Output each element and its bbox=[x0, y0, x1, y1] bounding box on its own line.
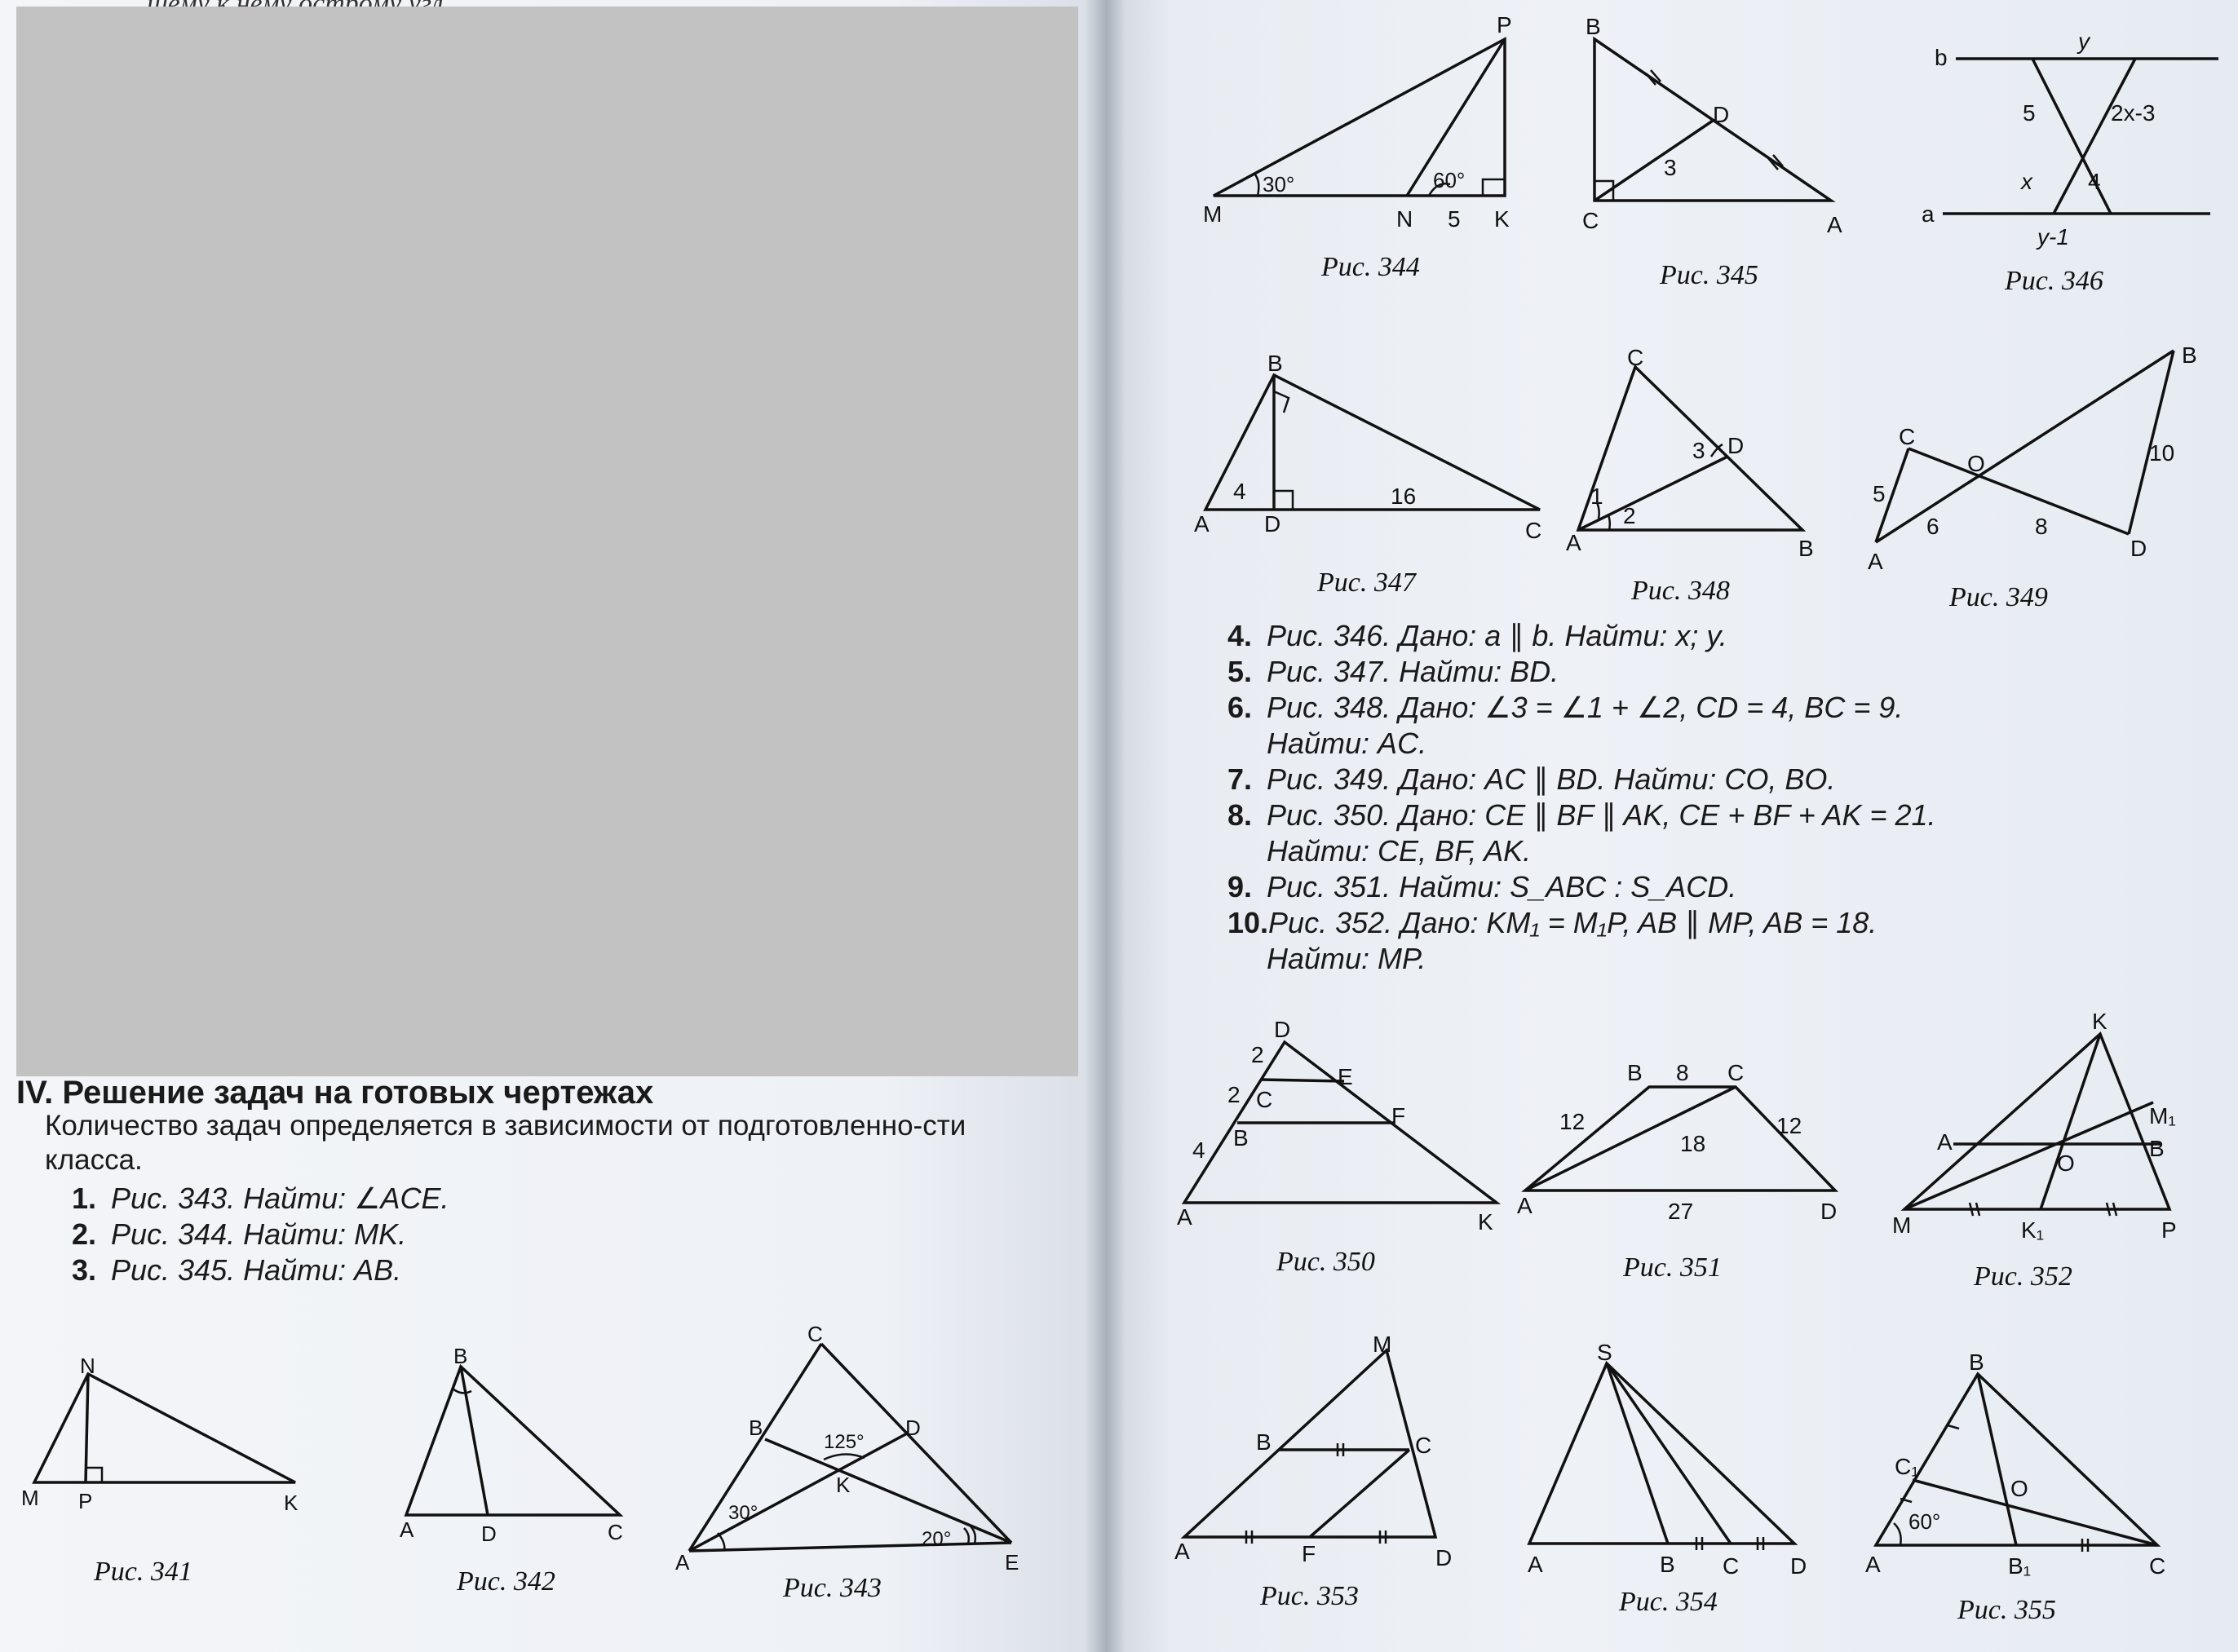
label: B bbox=[749, 1416, 763, 1440]
label: 5 bbox=[1448, 206, 1461, 232]
label: 6 bbox=[1926, 514, 1939, 539]
label: B₁ bbox=[2008, 1553, 2032, 1579]
label: b bbox=[1935, 45, 1948, 70]
label: 20° bbox=[922, 1528, 952, 1550]
label: M bbox=[1892, 1212, 1912, 1238]
label: B bbox=[1586, 14, 1601, 39]
figure-351 bbox=[1517, 1060, 1837, 1283]
label: D bbox=[1264, 511, 1281, 537]
label: D bbox=[2130, 536, 2147, 561]
task-10-cont: Найти: MP. bbox=[1267, 942, 1426, 975]
task-6-cont: Найти: AC. bbox=[1267, 727, 1427, 760]
task-3: 3. Рис. 345. Найти: AB. bbox=[72, 1253, 402, 1287]
label: M bbox=[21, 1486, 39, 1510]
label: B bbox=[1798, 536, 1814, 561]
label: 4 bbox=[1233, 479, 1246, 504]
caption-353: Рис. 353 bbox=[1260, 1581, 1359, 1611]
label: B bbox=[1627, 1060, 1643, 1085]
label: 5 bbox=[2023, 100, 2036, 126]
label: E bbox=[1338, 1064, 1353, 1089]
label: A bbox=[1827, 212, 1842, 237]
caption-341: Рис. 341 bbox=[94, 1557, 192, 1587]
label: 8 bbox=[1676, 1060, 1689, 1085]
label: K bbox=[1478, 1209, 1493, 1235]
label: C bbox=[1627, 345, 1644, 370]
caption-346: Рис. 346 bbox=[2005, 266, 2103, 296]
label: P bbox=[2161, 1217, 2177, 1243]
label: O bbox=[1967, 451, 1985, 476]
label: F bbox=[1302, 1541, 1316, 1566]
label: B bbox=[1267, 351, 1283, 376]
figure-346 bbox=[1922, 29, 2218, 296]
label: K bbox=[836, 1473, 851, 1497]
label: D bbox=[481, 1522, 497, 1546]
figure-341 bbox=[21, 1354, 299, 1587]
task-9: 9. Рис. 351. Найти: S_ABC : S_ACD. bbox=[1227, 870, 1737, 903]
label: B bbox=[1256, 1429, 1272, 1455]
task-2: 2. Рис. 344. Найти: MK. bbox=[72, 1217, 407, 1251]
label: A bbox=[1528, 1552, 1543, 1577]
label: B bbox=[453, 1344, 468, 1368]
figure-354 bbox=[1528, 1340, 1807, 1617]
figure-347 bbox=[1194, 351, 1541, 598]
label: B bbox=[1969, 1349, 1984, 1375]
label: N bbox=[1396, 206, 1413, 232]
task-4: 4. Рис. 346. Дано: a ∥ b. Найти: x; y. bbox=[1227, 619, 1727, 652]
label: C bbox=[1723, 1553, 1740, 1579]
label: 3 bbox=[1664, 155, 1677, 180]
label: 2 bbox=[1227, 1082, 1241, 1107]
caption-345: Рис. 345 bbox=[1660, 260, 1758, 290]
label: 4 bbox=[2088, 169, 2101, 194]
label: C bbox=[1727, 1060, 1745, 1085]
label: D bbox=[1435, 1545, 1453, 1570]
label: A bbox=[1517, 1193, 1533, 1218]
label: 2x-3 bbox=[2111, 100, 2156, 126]
label: K bbox=[284, 1491, 299, 1515]
label: D bbox=[905, 1416, 921, 1440]
label: 5 bbox=[1873, 481, 1886, 506]
label: D bbox=[1820, 1199, 1838, 1224]
task-6: 6. Рис. 348. Дано: ∠3 = ∠1 + ∠2, CD = 4, BC = 9. bbox=[1227, 691, 1904, 724]
label: A bbox=[1177, 1204, 1192, 1230]
label: N bbox=[80, 1354, 95, 1378]
task-7: 7. Рис. 349. Дано: AC ∥ BD. Найти: CO, BO. bbox=[1227, 762, 1836, 796]
label: K₁ bbox=[2021, 1217, 2045, 1243]
label: S bbox=[1597, 1340, 1612, 1365]
label: 18 bbox=[1680, 1131, 1706, 1156]
label: M bbox=[1373, 1332, 1392, 1357]
label: 16 bbox=[1391, 484, 1417, 509]
caption-348: Рис. 348 bbox=[1631, 576, 1730, 606]
caption-354: Рис. 354 bbox=[1619, 1587, 1718, 1617]
figure-353 bbox=[1174, 1332, 1452, 1611]
label: D bbox=[1790, 1553, 1807, 1579]
label: 60° bbox=[1908, 1509, 1941, 1534]
label: A bbox=[1868, 549, 1883, 574]
caption-347: Рис. 347 bbox=[1317, 568, 1416, 598]
label: 10 bbox=[2149, 440, 2175, 466]
label: C bbox=[1582, 208, 1599, 233]
label: D bbox=[1713, 102, 1730, 127]
label: 4 bbox=[1192, 1137, 1205, 1163]
section-heading: IV. Решение задач на готовых чертежах bbox=[16, 1075, 654, 1111]
label: E bbox=[1005, 1550, 1019, 1575]
label: B bbox=[1233, 1125, 1249, 1151]
label: 60° bbox=[1433, 168, 1466, 192]
label: F bbox=[1391, 1103, 1406, 1129]
figure-343 bbox=[675, 1322, 1019, 1603]
figure-352 bbox=[1892, 1009, 2177, 1292]
intro-paragraph: Количество задач определяется в зависимости от подготовленно-сти класса. bbox=[45, 1110, 966, 1176]
label: C₁ bbox=[1895, 1454, 1919, 1479]
label: 2 bbox=[1251, 1042, 1264, 1067]
label: C bbox=[807, 1322, 823, 1346]
label: D bbox=[1727, 433, 1745, 458]
label: y-1 bbox=[2037, 224, 2069, 250]
label: P bbox=[78, 1489, 93, 1513]
label: y bbox=[2078, 29, 2090, 54]
label: A bbox=[675, 1550, 690, 1575]
caption-344: Рис. 344 bbox=[1321, 252, 1420, 282]
label: 27 bbox=[1668, 1199, 1694, 1224]
task-5: 5. Рис. 347. Найти: BD. bbox=[1227, 655, 1559, 688]
label: 8 bbox=[2035, 514, 2048, 539]
task-1: 1. Рис. 343. Найти: ∠ACE. bbox=[72, 1182, 449, 1215]
label: B bbox=[2149, 1136, 2165, 1161]
label: D bbox=[1274, 1017, 1291, 1042]
label: O bbox=[2057, 1151, 2075, 1176]
task-10: 10.Рис. 352. Дано: KM₁ = M₁P, AB ∥ MP, AB = 18. bbox=[1227, 906, 1878, 939]
label: B bbox=[1660, 1552, 1675, 1577]
caption-349: Рис. 349 bbox=[1949, 582, 2048, 612]
label: M₁ bbox=[2149, 1103, 2176, 1129]
label: C bbox=[608, 1520, 623, 1544]
label: 1 bbox=[1590, 484, 1603, 509]
label: A bbox=[1566, 530, 1581, 555]
label: P bbox=[1497, 12, 1512, 38]
task-8-cont: Найти: CE, BF, AK. bbox=[1267, 834, 1532, 868]
label: B bbox=[2182, 342, 2197, 368]
label: O bbox=[2010, 1476, 2028, 1501]
caption-342: Рис. 342 bbox=[457, 1566, 555, 1597]
label: A bbox=[1865, 1552, 1881, 1577]
caption-352: Рис. 352 bbox=[1974, 1261, 2072, 1292]
label: C bbox=[1415, 1433, 1432, 1458]
label: C bbox=[2149, 1553, 2166, 1579]
figure-355 bbox=[1865, 1349, 2165, 1625]
label: A bbox=[1194, 511, 1210, 537]
label: K bbox=[2092, 1009, 2108, 1034]
label: A bbox=[400, 1517, 414, 1542]
figure-350 bbox=[1177, 1017, 1497, 1277]
caption-355: Рис. 355 bbox=[1957, 1595, 2056, 1625]
label: 12 bbox=[1776, 1113, 1802, 1138]
caption-343: Рис. 343 bbox=[783, 1573, 882, 1603]
label: 125° bbox=[824, 1431, 865, 1453]
label: 30° bbox=[1263, 172, 1295, 197]
figure-344 bbox=[1203, 12, 1512, 282]
caption-350: Рис. 350 bbox=[1276, 1247, 1375, 1277]
label: 12 bbox=[1559, 1109, 1586, 1134]
label: K bbox=[1494, 206, 1510, 232]
label: C bbox=[1899, 424, 1916, 449]
figure-348 bbox=[1566, 345, 1814, 606]
label: C bbox=[1525, 518, 1542, 543]
label: A bbox=[1174, 1539, 1190, 1564]
label: 2 bbox=[1623, 503, 1636, 528]
figure-349 bbox=[1868, 342, 2197, 612]
label: M bbox=[1203, 201, 1223, 227]
caption-351: Рис. 351 bbox=[1623, 1252, 1722, 1283]
label: 3 bbox=[1692, 438, 1705, 463]
label: C bbox=[1256, 1087, 1273, 1112]
label: A bbox=[1937, 1129, 1953, 1155]
figure-342 bbox=[400, 1344, 623, 1597]
task-8: 8. Рис. 350. Дано: CE ∥ BF ∥ AK, CE + BF + AK = 21. bbox=[1227, 798, 1936, 832]
label: x bbox=[2021, 169, 2032, 194]
label: 30° bbox=[728, 1502, 759, 1524]
figure-345 bbox=[1582, 14, 1842, 290]
label: a bbox=[1922, 201, 1935, 227]
